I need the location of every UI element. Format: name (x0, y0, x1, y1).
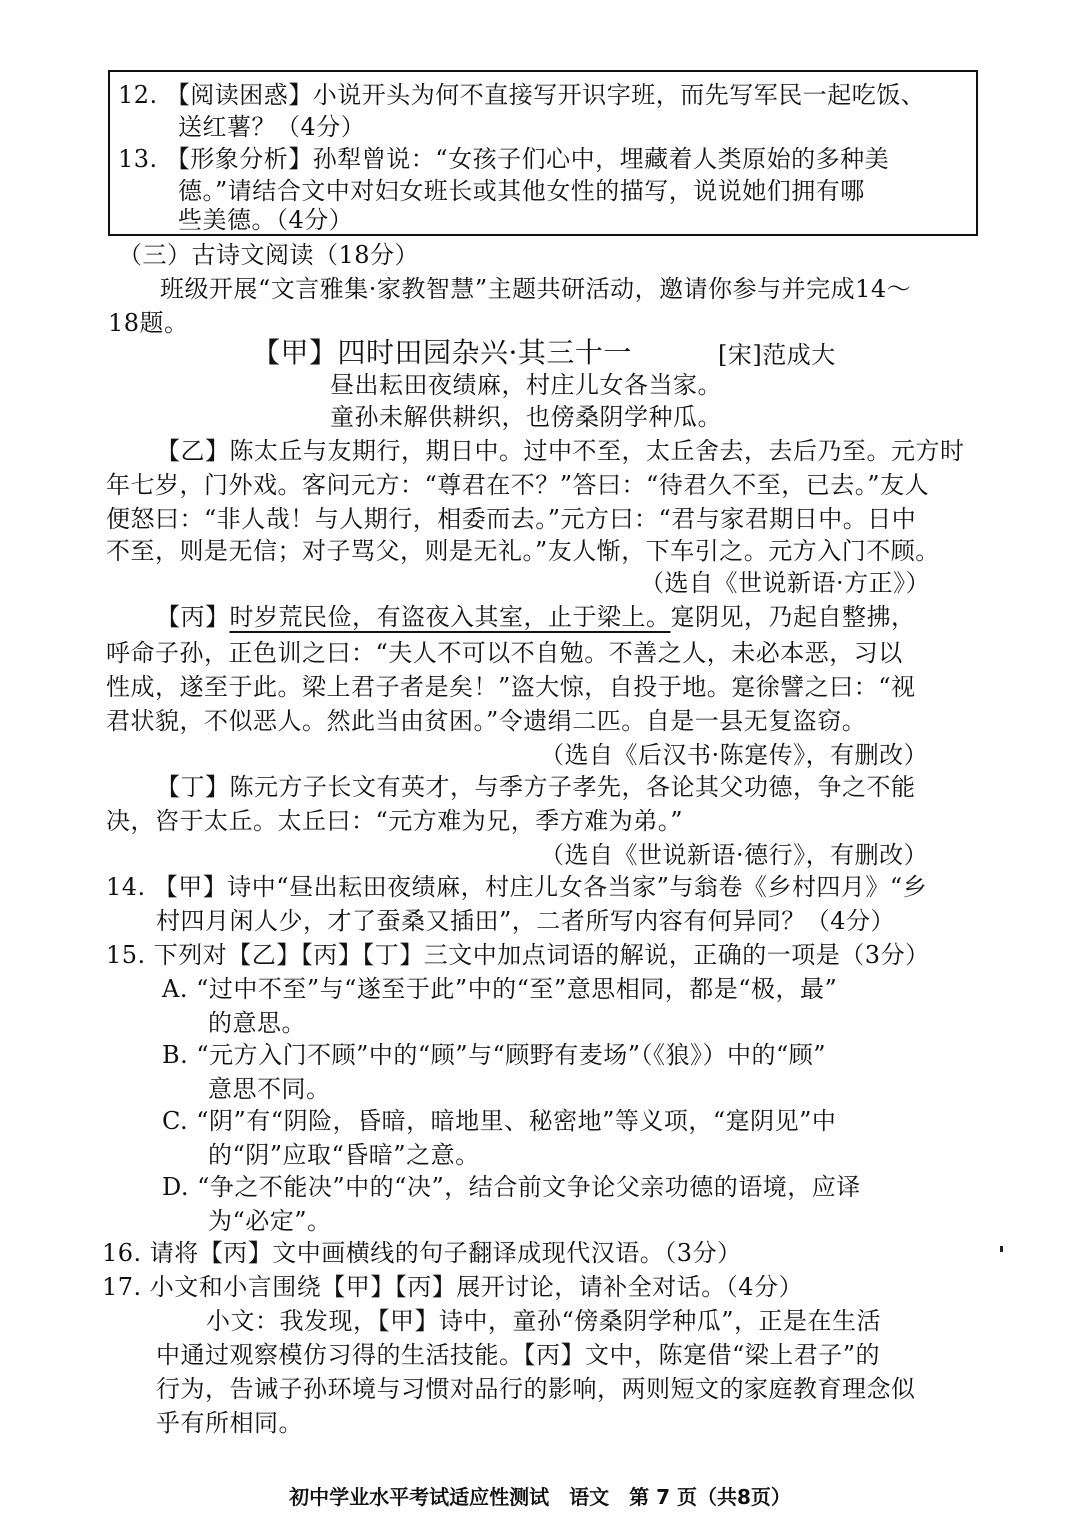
bing-underlined-sentence: 时岁荒民俭，有盗夜入其室，止于梁上。 (229, 603, 671, 631)
q12-line-2: 送红薯？（4分） (178, 113, 366, 141)
poem-title: 【甲】四时田园杂兴·其三十一 (252, 336, 632, 369)
q17-paragraph-1: 小文：我发现，【甲】诗中，童孙“傍桑阴学种瓜”，正是在生活 (206, 1307, 882, 1335)
bing-line-3: 性成，遂至于此。梁上君子者是矣！”盗大惊，自投于地。寔徐譬之曰：“视 (106, 673, 916, 701)
q13-line-2: 德。”请结合文中对妇女班长或其他女性的描写，说说她们拥有哪 (178, 177, 865, 205)
q15-option-d-1: D. “争之不能决”中的“决”，结合前文争论父亲功德的语境，应译 (162, 1173, 861, 1201)
bing-label: 【丙】 (156, 603, 230, 631)
scan-speck (1000, 1246, 1003, 1252)
q17-paragraph-2: 中通过观察模仿习得的生活技能。【丙】文中，陈寔借“梁上君子”的 (156, 1341, 881, 1369)
q15-option-b-2: 意思不同。 (208, 1075, 331, 1103)
q17-paragraph-3: 行为，告诫子孙环境与习惯对品行的影响，两则短文的家庭教育理念似 (156, 1375, 916, 1403)
section-intro-2: 18题。 (108, 309, 189, 337)
bing-line-1 (156, 600, 916, 634)
q15-option-c-2: 的“阴”应取“昏暗”之意。 (208, 1141, 480, 1169)
q14-line-2: 村四月闲人少，才了蚕桑又插田”，二者所写内容有何异同？（4分） (156, 907, 896, 935)
poem-line-1: 昼出耘田夜绩麻，村庄儿女各当家。 (330, 371, 722, 399)
yi-line-3: 便怒曰：“非人哉！与人期行，相委而去。”元方曰：“君与家君期日中。日中 (106, 505, 917, 533)
q15-option-a-2: 的意思。 (208, 1009, 306, 1037)
ding-source: （选自《世说新语·德行》，有删改） (540, 841, 929, 869)
yi-line-2: 年七岁，门外戏。客问元方：“尊君在不？”答曰：“待君久不至，已去。”友人 (106, 471, 930, 499)
q16-line-1: 16. 请将【丙】文中画横线的句子翻译成现代汉语。（3分） (102, 1239, 742, 1267)
q12-line-1: 12. 【阅读困惑】小说开头为何不直接写开识字班，而先写军民一起吃饭、 (118, 81, 926, 109)
bing-source: （选自《后汉书·陈寔传》，有删改） (540, 741, 929, 769)
ding-line-2: 决，咨于太丘。太丘曰：“元方难为兄，季方难为弟。” (106, 807, 684, 835)
q15-option-c-1: C. “阴”有“阴险，昏暗，暗地里、秘密地”等义项，“寔阴见”中 (162, 1107, 837, 1135)
bing-line-4: 君状貌，不似恶人。然此当由贫困。”令遗绢二匹。自是一县无复盗窃。 (106, 707, 867, 735)
bing-line-2: 呼命子孙，正色训之曰：“夫人不可以不自勉。不善之人，未必本恶，习以 (106, 639, 903, 667)
q15-stem: 15. 下列对【乙】【丙】【丁】三文中加点词语的解说，正确的一项是（3分） (106, 941, 930, 969)
poem-line-2: 童孙未解供耕织，也傍桑阴学种瓜。 (330, 403, 722, 431)
q13-line-1: 13. 【形象分析】孙犁曾说：“女孩子们心中，埋藏着人类原始的多种美 (118, 145, 890, 173)
yi-line-4: 不至，则是无信；对子骂父，则是无礼。”友人惭，下车引之。元方入门不顾。 (106, 537, 940, 565)
ding-line-1: 【丁】陈元方子长文有英才，与季方子孝先，各论其父功德，争之不能 (156, 773, 916, 801)
q13-line-3: 些美德。（4分） (178, 206, 354, 234)
yi-source: （选自《世说新语·方正》） (640, 569, 931, 597)
page-footer: 初中学业水平考试适应性测试 语文 第 7 页（共8页） (289, 1485, 791, 1509)
q17-line-1: 17. 小文和小言围绕【甲】【丙】展开讨论，请补全对话。（4分） (102, 1273, 804, 1301)
q15-option-a-1: A. “过中不至”与“遂至于此”中的“至”意思相同，都是“极，最” (162, 975, 838, 1003)
section-intro-1: 班级开展“文言雅集·家教智慧”主题共研活动，邀请你参与并完成14～ (160, 275, 912, 303)
q14-line-1: 14. 【甲】诗中“昼出耘田夜绩麻，村庄儿女各当家”与翁卷《乡村四月》“乡 (106, 873, 928, 901)
q17-paragraph-4: 乎有所相同。 (156, 1409, 303, 1437)
yi-line-1: 【乙】陈太丘与友期行，期日中。过中不至，太丘舍去，去后乃至。元方时 (156, 437, 965, 465)
section-heading: （三）古诗文阅读（18分） (118, 241, 420, 269)
q15-option-d-2: 为“必定”。 (208, 1207, 332, 1235)
bing-line-1-rest: 寔阴见，乃起自整拂， (670, 603, 916, 631)
q15-option-b-1: B. “元方入门不顾”中的“顾”与“顾野有麦场”（《狼》）中的“顾” (162, 1041, 827, 1069)
poem-author: [宋]范成大 (718, 341, 836, 369)
